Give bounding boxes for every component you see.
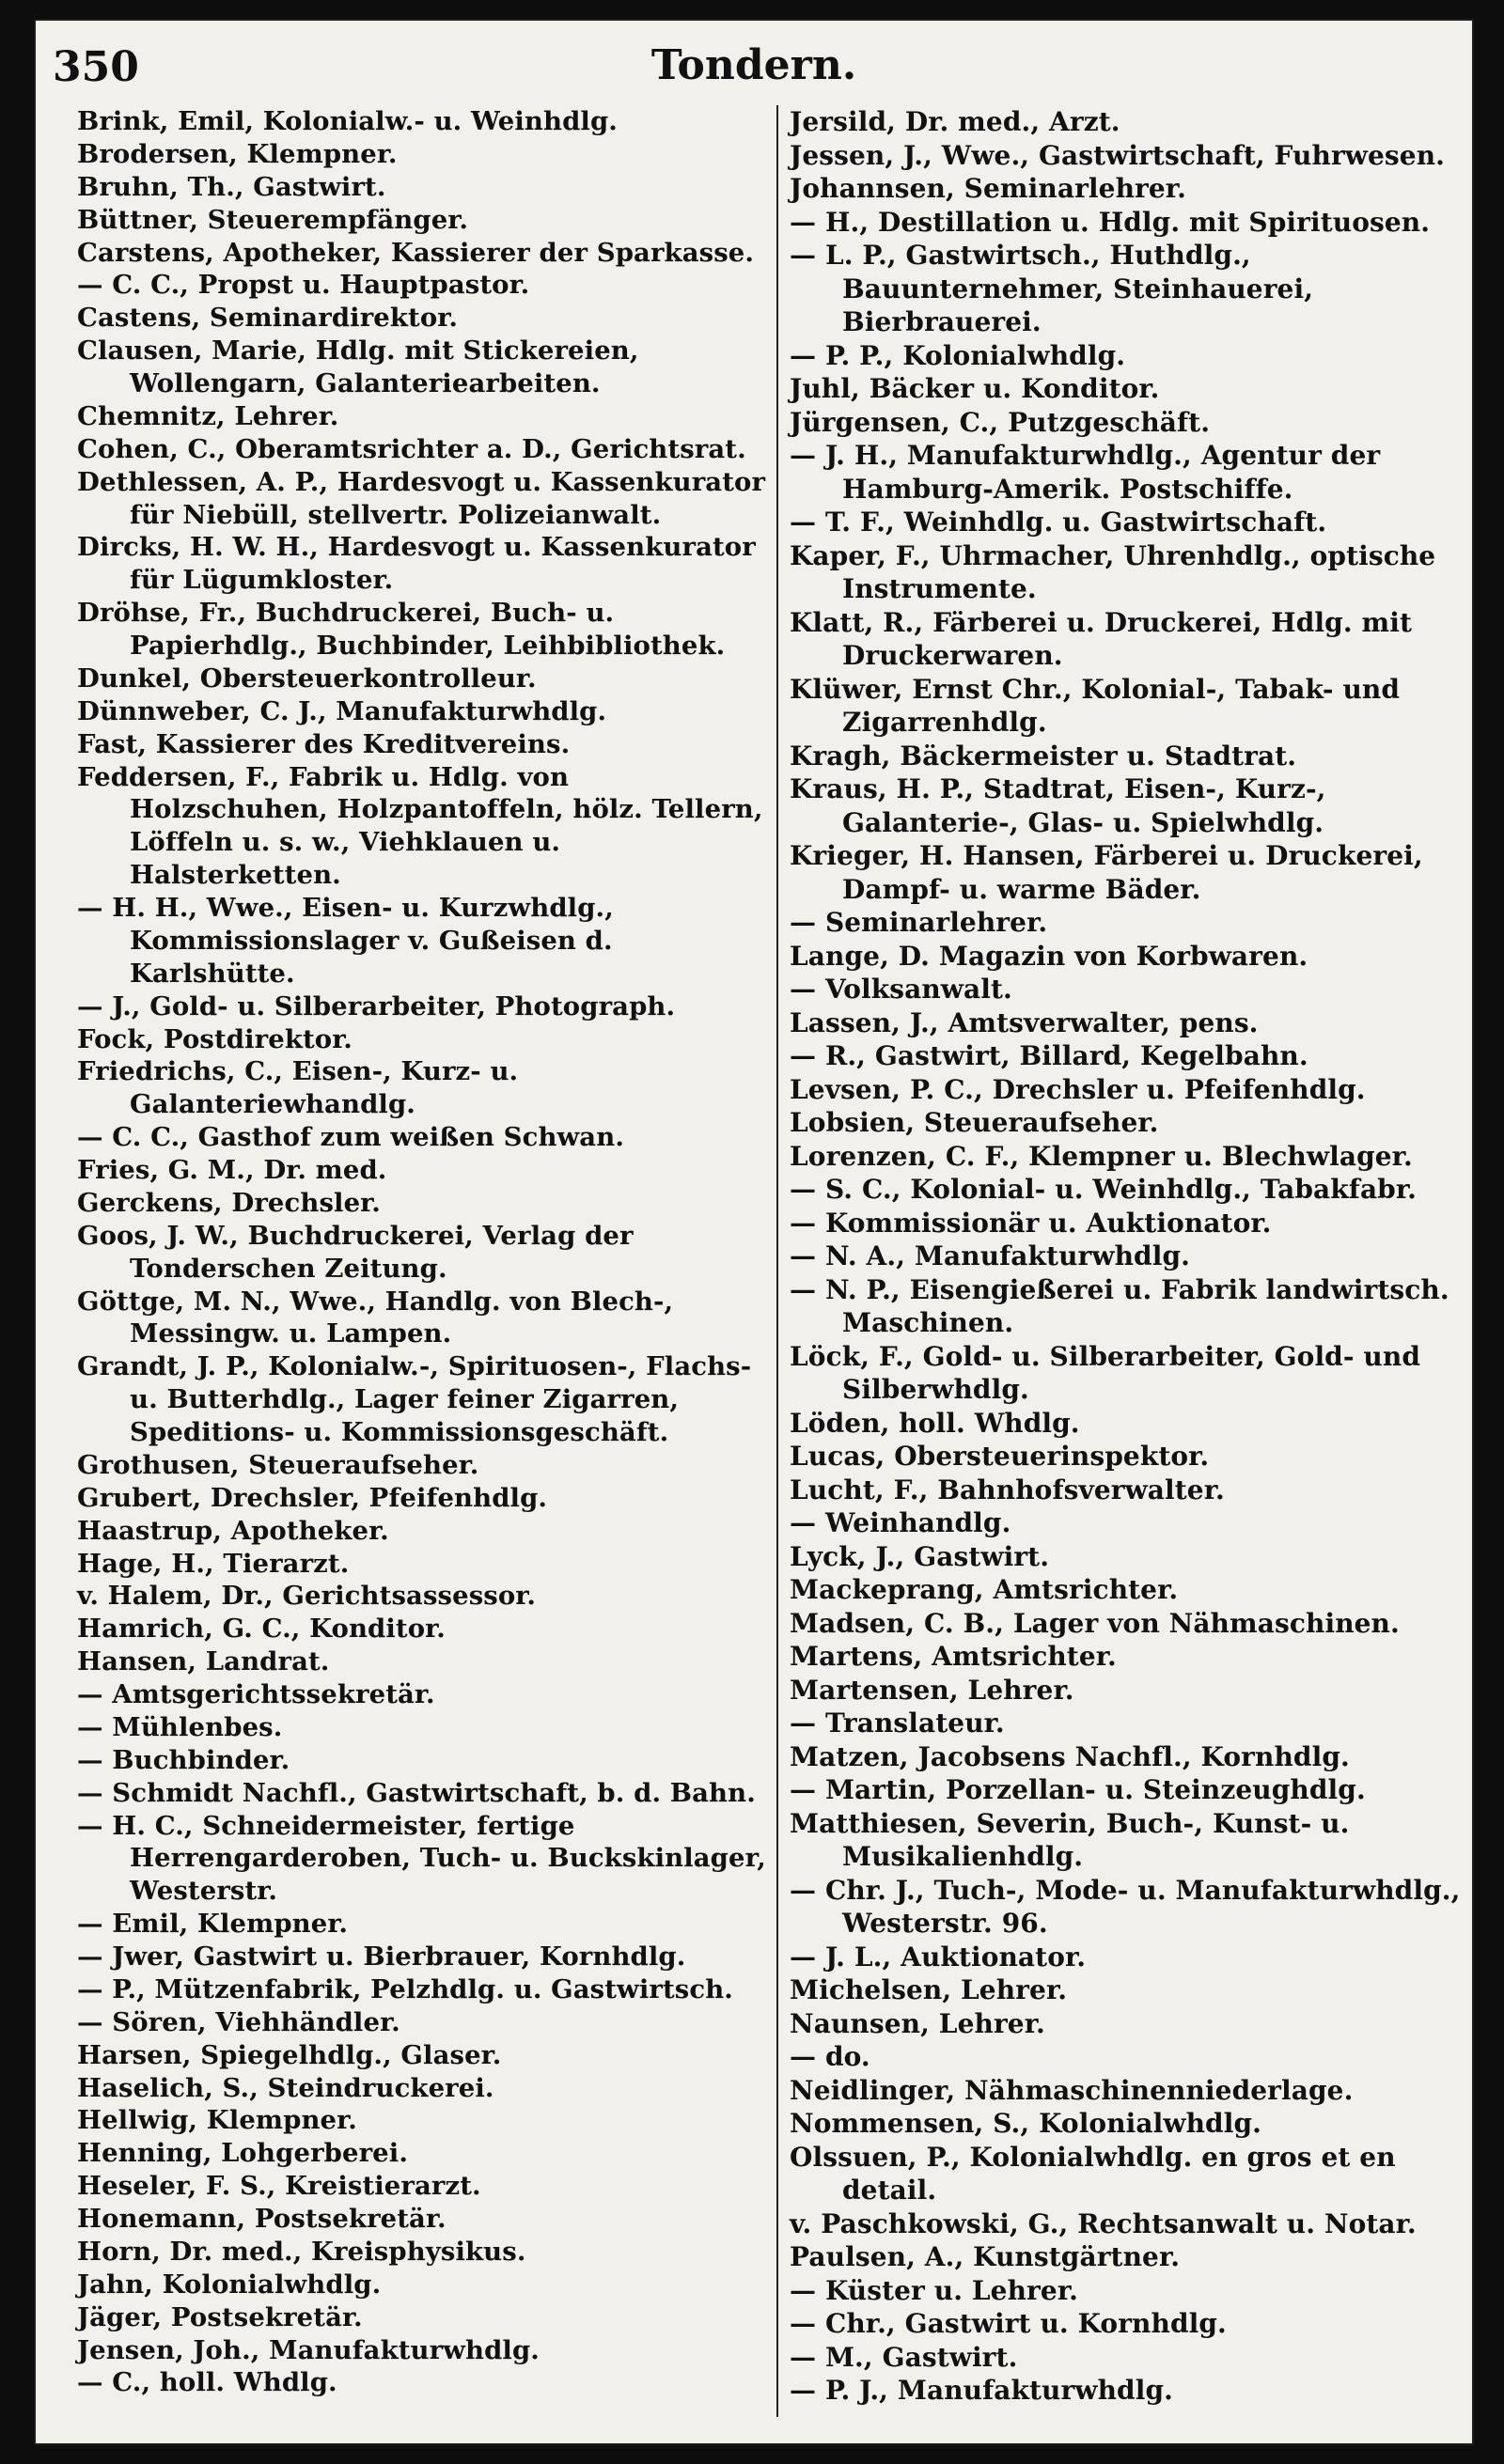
directory-entry: Hamrich, G. C., Konditor. [77, 1614, 446, 1645]
directory-entry: Dunkel, Obersteuerkontrolleur. [77, 663, 537, 694]
directory-entry: Martens, Amtsrichter. [790, 1641, 1117, 1672]
directory-entry: Grandt, J. P., Kolonialw.-, Spirituosen-, Flachs- u. Butterhdlg., Lager feiner Zigarren, Speditions- u. Kommissionsgeschäft. [77, 1351, 752, 1447]
directory-entry: Lange, D. Magazin von Korbwaren. [790, 940, 1308, 972]
directory-entry: Grubert, Drechsler, Pfeifenhdlg. [77, 1482, 548, 1513]
directory-entry: — Seminarlehrer. [790, 907, 1048, 938]
directory-entry: Jersild, Dr. med., Arzt. [790, 106, 1120, 137]
directory-entry: — Chr. J., Tuch-, Mode- u. Manufakturwhdlg., Westerstr. 96. [790, 1874, 1461, 1939]
directory-entry: Haselich, S., Steindruckerei. [77, 2072, 494, 2103]
directory-entry: Matzen, Jacobsens Nachfl., Kornhdlg. [790, 1740, 1350, 1772]
directory-entry: Göttge, M. N., Wwe., Handlg. von Blech-, Messingw. u. Lampen. [77, 1286, 674, 1349]
directory-entry: — H., Destillation u. Hdlg. mit Spirituosen. [790, 206, 1431, 238]
directory-entry: Hage, H., Tierarzt. [77, 1548, 350, 1579]
directory-entry: Jensen, Joh., Manufakturwhdlg. [77, 2334, 540, 2365]
directory-entry: — Martin, Porzellan- u. Steinzeughdlg. [790, 1774, 1366, 1805]
directory-entry: Lyck, J., Gastwirt. [790, 1540, 1050, 1572]
directory-entry: Feddersen, F., Fabrik u. Hdlg. von Holzschuhen, Holzpantoffeln, hölz. Tellern, Löffeln u. s. w., Viehklauen u. Halsterketten. [77, 761, 763, 891]
directory-entry: Kragh, Bäckermeister u. Stadtrat. [790, 740, 1297, 772]
directory-entry: — H. C., Schneidermeister, fertige Herrengarderoben, Tuch- u. Buckskinlager, Westerstr. [77, 1810, 766, 1907]
directory-entry: — Volksanwalt. [790, 974, 1012, 1005]
directory-entry: Dircks, H. W. H., Hardesvogt u. Kassenkurator für Lügumkloster. [77, 532, 756, 596]
directory-entry: Kraus, H. P., Stadtrat, Eisen-, Kurz-, Galanterie-, Glas- u. Spielwhdlg. [790, 773, 1326, 838]
directory-entry: Lucas, Obersteuerinspektor. [790, 1441, 1210, 1472]
directory-entry: Friedrichs, C., Eisen-, Kurz- u. Galanteriewhandlg. [77, 1056, 519, 1120]
directory-entry: Fries, G. M., Dr. med. [77, 1155, 387, 1185]
page-number: 350 [53, 43, 139, 91]
directory-entry: Lassen, J., Amtsverwalter, pens. [790, 1006, 1259, 1038]
directory-entry: Lorenzen, C. F., Klempner u. Blechwlager. [790, 1140, 1413, 1172]
directory-entry: — P. J., Manufakturwhdlg. [790, 2375, 1173, 2406]
directory-entry: Harsen, Spiegelhdlg., Glaser. [77, 2039, 502, 2070]
directory-entry: Klatt, R., Färberei u. Druckerei, Hdlg. mit Druckerwaren. [790, 606, 1413, 671]
directory-entry: Neidlinger, Nähmaschinenniederlage. [790, 2074, 1354, 2106]
directory-entry: Büttner, Steuerempfänger. [77, 204, 469, 235]
directory-entry: — T. F., Weinhdlg. u. Gastwirtschaft. [790, 507, 1327, 538]
directory-entry: — P., Mützenfabrik, Pelzhdlg. u. Gastwirtsch. [77, 1973, 733, 2004]
directory-entry: — J. L., Auktionator. [790, 1941, 1087, 1973]
directory-entry: Krieger, H. Hansen, Färberei u. Druckerei, Dampf- u. warme Bäder. [790, 840, 1423, 905]
directory-entry: — H. H., Wwe., Eisen- u. Kurzwhdlg., Kommissionslager v. Gußeisen d. Karlshütte. [77, 893, 614, 989]
directory-entry: Jessen, J., Wwe., Gastwirtschaft, Fuhrwesen. [790, 139, 1446, 171]
directory-entry: Olssuen, P., Kolonialwhdlg. en gros et en detail. [790, 2141, 1396, 2206]
directory-entry: Hellwig, Klempner. [77, 2105, 357, 2136]
directory-entry: Lucht, F., Bahnhofsverwalter. [790, 1474, 1225, 1505]
directory-entry: Martensen, Lehrer. [790, 1674, 1074, 1706]
directory-entry: Madsen, C. B., Lager von Nähmaschinen. [790, 1607, 1400, 1639]
directory-page [36, 21, 1472, 2443]
directory-entry: — Translateur. [790, 1708, 1005, 1739]
directory-entry: — Jwer, Gastwirt u. Bierbrauer, Kornhdlg. [77, 1942, 686, 1972]
directory-entry: Lobsien, Steueraufseher. [790, 1107, 1159, 1138]
directory-entry: — P. P., Kolonialwhdlg. [790, 339, 1126, 371]
directory-entry: Nommensen, S., Kolonialwhdlg. [790, 2108, 1261, 2139]
directory-entry: Clausen, Marie, Hdlg. mit Stickereien, Wollengarn, Galanteriearbeiten. [77, 335, 639, 398]
directory-entry: Löden, holl. Whdlg. [790, 1407, 1080, 1439]
directory-entry: — Kommissionär u. Auktionator. [790, 1207, 1272, 1239]
directory-entry: — C. C., Gasthof zum weißen Schwan. [77, 1122, 624, 1153]
directory-entry: — Buchbinder. [77, 1744, 290, 1775]
directory-entry: — do. [790, 2041, 870, 2072]
page-title: Tondern. [650, 41, 857, 89]
directory-entry: — N. P., Eisengießerei u. Fabrik landwirtsch. Maschinen. [790, 1273, 1449, 1338]
directory-entry: — C. C., Propst u. Hauptpastor. [77, 270, 530, 301]
right-column [776, 105, 1485, 2417]
directory-entry: — S. C., Kolonial- u. Weinhdlg., Tabakfabr. [790, 1174, 1417, 1205]
directory-entry: v. Halem, Dr., Gerichtsassessor. [77, 1581, 537, 1612]
directory-entry: Johannsen, Seminarlehrer. [790, 173, 1186, 204]
directory-entry: Jäger, Postsekretär. [77, 2301, 363, 2332]
directory-entry: — M., Gastwirt. [790, 2341, 1018, 2373]
directory-entry: Kaper, F., Uhrmacher, Uhrenhdlg., optische Instrumente. [790, 539, 1436, 604]
directory-entry: Horn, Dr. med., Kreisphysikus. [77, 2236, 526, 2267]
directory-entry: Brink, Emil, Kolonialw.- u. Weinhdlg. [77, 106, 618, 136]
directory-entry: — Küster u. Lehrer. [790, 2274, 1078, 2306]
directory-entry: — Amtsgerichtssekretär. [77, 1679, 435, 1709]
directory-entry: Dethlessen, A. P., Hardesvogt u. Kassenkurator für Niebüll, stellvertr. Polizeianwalt. [77, 466, 766, 530]
directory-entry: Jahn, Kolonialwhdlg. [77, 2269, 382, 2300]
directory-entry: Naunsen, Lehrer. [790, 2007, 1045, 2039]
directory-entry: — Emil, Klempner. [77, 1909, 349, 1940]
directory-entry: Matthiesen, Severin, Buch-, Kunst- u. Musikalienhdlg. [790, 1807, 1350, 1872]
directory-entry: Cohen, C., Oberamtsrichter a. D., Gerichtsrat. [77, 433, 746, 464]
directory-entry: Heseler, F. S., Kreistierarzt. [77, 2171, 481, 2202]
directory-entry: — Mühlenbes. [77, 1711, 283, 1742]
directory-entry: Dröhse, Fr., Buchdruckerei, Buch- u. Papierhdlg., Buchbinder, Leihbibliothek. [77, 598, 726, 661]
directory-entry: — Schmidt Nachfl., Gastwirtschaft, b. d. Bahn. [77, 1777, 756, 1808]
directory-entry: — Weinhandlg. [790, 1507, 1011, 1538]
directory-entry: Juhl, Bäcker u. Konditor. [790, 373, 1160, 404]
directory-entry: Löck, F., Gold- u. Silberarbeiter, Gold- und Silberwhdlg. [790, 1340, 1421, 1405]
directory-entry: Haastrup, Apotheker. [77, 1515, 389, 1546]
directory-entry: — Chr., Gastwirt u. Kornhdlg. [790, 2308, 1227, 2339]
directory-entry: — Sören, Viehhändler. [77, 2006, 400, 2037]
directory-entry: Fock, Postdirektor. [77, 1023, 352, 1054]
directory-entry: Chemnitz, Lehrer. [77, 400, 339, 431]
directory-entry: Levsen, P. C., Drechsler u. Pfeifenhdlg. [790, 1073, 1366, 1105]
directory-entry: Grothusen, Steueraufseher. [77, 1449, 479, 1480]
directory-entry: Fast, Kassierer des Kreditvereins. [77, 728, 571, 759]
directory-entry: Castens, Seminardirektor. [77, 303, 459, 334]
directory-entry: Paulsen, A., Kunstgärtner. [790, 2241, 1181, 2272]
directory-entry: — J. H., Manufakturwhdlg., Agentur der Hamburg-Amerik. Postschiffe. [790, 440, 1381, 505]
directory-entry: Michelsen, Lehrer. [790, 1974, 1068, 2005]
directory-entry: Goos, J. W., Buchdruckerei, Verlag der Tonderschen Zeitung. [77, 1220, 634, 1284]
directory-entry: Brodersen, Klempner. [77, 138, 398, 169]
directory-entry: Jürgensen, C., Putzgeschäft. [790, 406, 1211, 438]
page-header [36, 21, 1472, 103]
directory-entry: Gerckens, Drechsler. [77, 1187, 381, 1218]
directory-entry: Honemann, Postsekretär. [77, 2204, 446, 2234]
directory-entry: — C., holl. Whdlg. [77, 2367, 337, 2398]
directory-entry: — L. P., Gastwirtsch., Huthdlg., Bauunternehmer, Steinhauerei, Bierbrauerei. [790, 240, 1314, 337]
directory-entry: Dünnweber, C. J., Manufakturwhdlg. [77, 695, 607, 726]
directory-entry: Hansen, Landrat. [77, 1646, 330, 1677]
directory-entry: Bruhn, Th., Gastwirt. [77, 171, 386, 202]
directory-entry: Klüwer, Ernst Chr., Kolonial-, Tabak- und Zigarrenhdlg. [790, 673, 1401, 738]
directory-entry: — N. A., Manufakturwhdlg. [790, 1240, 1190, 1271]
directory-entry: v. Paschkowski, G., Rechtsanwalt u. Notar. [790, 2207, 1417, 2239]
directory-entry: Mackeprang, Amtsrichter. [790, 1574, 1179, 1605]
directory-entry: Henning, Lohgerberei. [77, 2138, 408, 2169]
directory-entry: — R., Gastwirt, Billard, Kegelbahn. [790, 1040, 1308, 1071]
directory-entry: Carstens, Apotheker, Kassierer der Sparkasse. [77, 237, 755, 268]
left-column [77, 105, 773, 2399]
directory-entry: — J., Gold- u. Silberarbeiter, Photograph. [77, 990, 676, 1021]
